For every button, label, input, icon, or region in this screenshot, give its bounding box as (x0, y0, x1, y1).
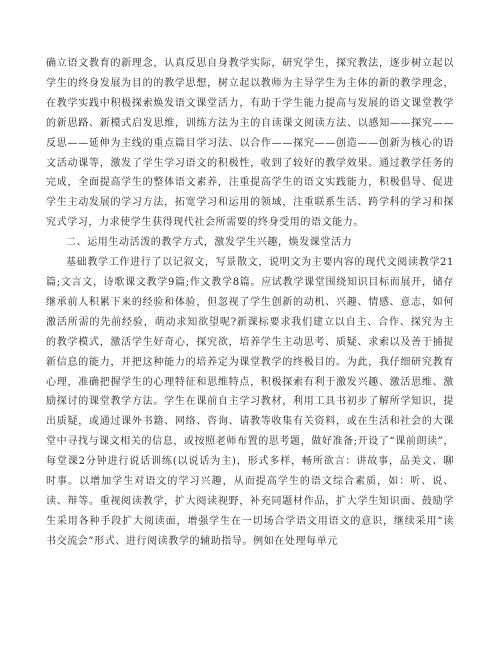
section-heading: 二、运用生动活泼的教学方式，激发学生兴趣，焕发课堂活力 (66, 237, 353, 249)
paragraph-1: 确立语文教育的新理念，认真反思自身教学实际，研究学生，探究教法，逐步树立起以学生的终身发展为目的的教学思想，树立起以教师为主导学生为主体的新的教学理念，在教学实践中积极探索焕发语文课堂活力，有助于学生能力提高与发展的语文课堂教学的新思路、新模式启发思维，训练方法为主的自读课文阅读方法、以感知——探究——反思——延伸为主线的重点篇目学习法、以合作——探究——创造——创新为核心的语文活动课等，激发了学生学习语文的积极性，收到了较好的教学效果。通过教学任务的完成，全面提高学生的整体语文素养，注重提高学生的语文实践能力，积极倡导、促进学生主动发展的学习方法，拓宽学习和运用的领域，注重联系生活、跨学科的学习和探究式学习，力求使学生获得现代社会所需要的终身受用的语文能力。 (46, 58, 454, 229)
paragraph-2: 基础教学工作进行了以记叙文，写景散文，说明文为主要内容的现代文阅读教学21篇;文言文，诗歌课文教学9篇;作文教学8篇。应试教学课堂围绕知识目标而展开，储存继承前人积累下来的经验和体验，但忽视了学生创新的动机、兴趣、情感、意志，如何激活所需的先前经验，萌动求知欲望呢?新课标要求我们建立以自主、合作、探究为主的教学模式，激活学生好奇心，探究欲，培养学生主动思考、质疑、求索以及善于捕捉新信息的能力，并把这种能力的培养定为课堂教学的终极目的。为此，我仔细研究教育心理，准确把握学生的心理特征和思维特点，积极探索有利于激发兴趣、激活思维、激励探讨的课堂教学方法。学生在课前自主学习教材，利用工具书初步了解所学知识，提出质疑，或通过课外书籍、网络、咨询、请教等收集有关资料，或在生活和社会的大课堂中寻找与课文相关的信息，或按照老师布置的思考题，做好准备;开设了“课前朗读”，每堂课2分钟进行说话训练(以说话为主)，形式多样，畅所欲言：讲故事，品美文、聊时事。以增加学生对语文的学习兴趣，从而提高学生的语文综合素质，如：听、说、读、辩等。重视阅读教学，扩大阅读视野，补充同题材作品，扩大学生知识面、鼓励学生采用各种手段扩大阅读面，增强学生在一切场合学语文用语文的意识，继续采用“读书交流会”形式、进行阅读教学的辅助指导。例如在处理每单元 (46, 257, 454, 547)
